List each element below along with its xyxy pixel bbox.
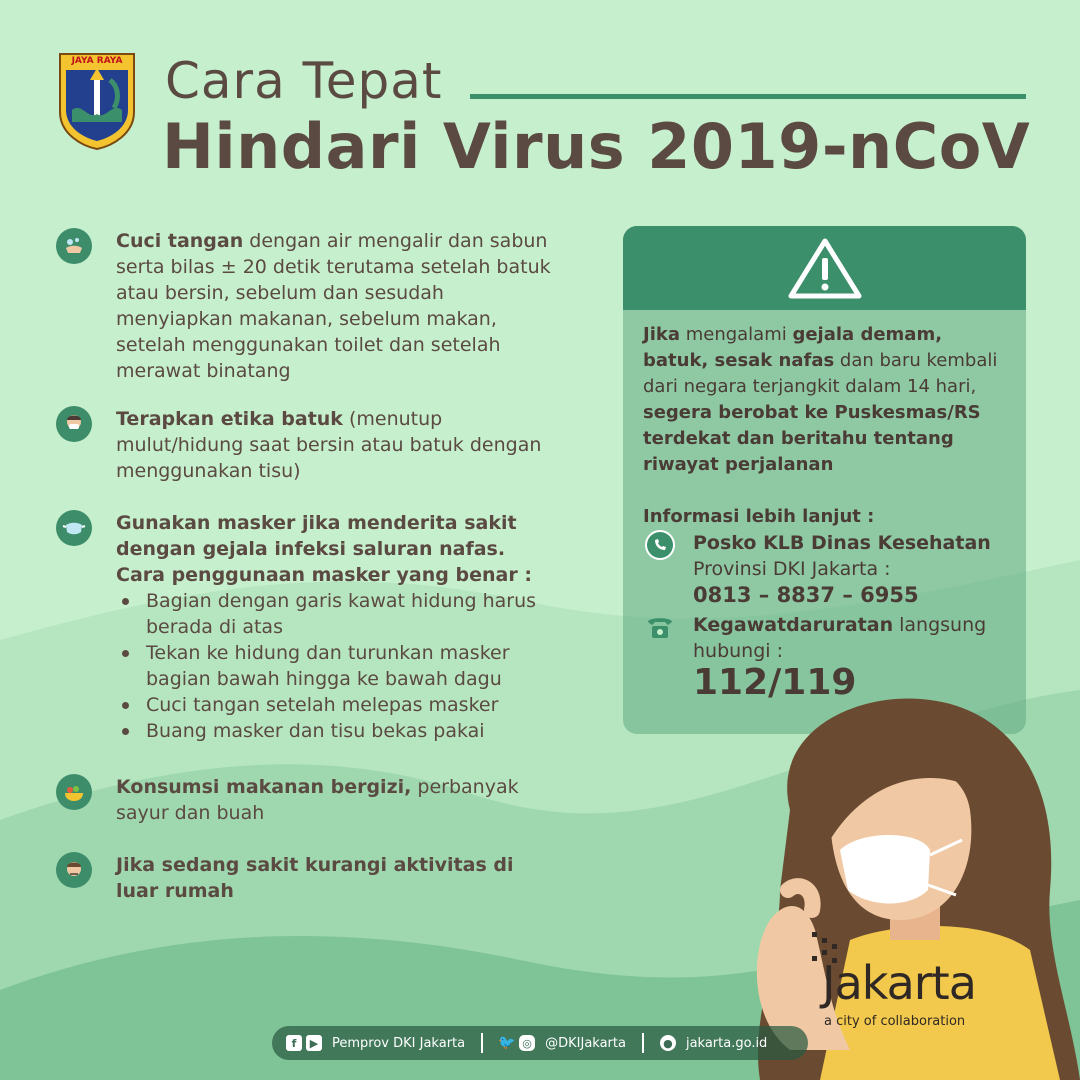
symptom-advice <box>643 322 1013 478</box>
advice-text: mengalami <box>679 324 793 345</box>
jakarta-brand-logo <box>808 928 1038 1038</box>
mask-usage-list <box>116 588 556 744</box>
tip-text <box>116 774 556 826</box>
info-card <box>623 226 1026 734</box>
footer-divider <box>481 1033 483 1053</box>
tip-stay-home <box>56 852 556 904</box>
list-item: Buang masker dan tisu bekas pakai <box>116 718 556 744</box>
advice-bold: Jika <box>643 324 680 345</box>
tip-cough-etiquette <box>56 406 556 484</box>
tip-bold: Jika sedang sakit kurangi aktivitas di luar rumah <box>116 854 514 902</box>
brand-wordmark: Jakarta <box>822 956 976 1010</box>
warning-icon <box>787 236 863 300</box>
title-rule <box>470 94 1026 99</box>
tip-detail: perbanyak sayur dan buah <box>116 776 519 824</box>
list-item: Tekan ke hidung dan turunkan masker bagian bawah hingga ke bawah dagu <box>116 640 556 692</box>
footer-twitter-instagram[interactable]: @DKIJakarta <box>545 1035 626 1051</box>
tip-bold: Cuci tangan <box>116 230 244 252</box>
tip-text <box>116 510 556 588</box>
whatsapp-icon <box>645 530 675 560</box>
social-footer <box>272 1026 808 1060</box>
info-label: Informasi lebih lanjut : <box>643 506 875 527</box>
facebook-icon[interactable]: f <box>286 1035 302 1051</box>
healthy-food-icon <box>56 774 92 810</box>
advice-text: dan baru kembali dari negara terjangkit dalam 14 hari, <box>643 350 998 397</box>
contact-emergency <box>693 612 986 638</box>
tip-handwash <box>56 228 556 384</box>
tip-bold-2: Cara penggunaan masker yang benar : <box>116 564 532 586</box>
contact-call: hubungi : <box>693 640 784 662</box>
youtube-icon[interactable]: ▶ <box>306 1035 322 1051</box>
advice-bold: gejala demam, batuk, sesak nafas <box>643 324 943 371</box>
contact-posko: Posko KLB Dinas Kesehatan <box>693 532 991 554</box>
brand-tagline: a city of collaboration <box>824 1014 966 1029</box>
tip-mask <box>56 510 556 744</box>
emergency-number[interactable]: 112/119 <box>693 662 857 703</box>
twitter-icon[interactable]: 🐦 <box>498 1035 516 1051</box>
tip-text <box>116 852 556 904</box>
cough-etiquette-icon <box>56 406 92 442</box>
title-line-1: Cara Tepat <box>165 52 443 110</box>
emergency-rest: langsung <box>893 614 987 636</box>
footer-facebook-youtube[interactable]: Pemprov DKI Jakarta <box>332 1035 466 1051</box>
tip-bold: Konsumsi makanan bergizi, <box>116 776 412 798</box>
tip-healthy-food <box>56 774 556 826</box>
card-header <box>623 226 1026 310</box>
footer-website[interactable]: jakarta.go.id <box>685 1035 768 1051</box>
emblem-text: JAYA RAYA <box>71 56 123 66</box>
tip-text <box>116 228 556 384</box>
instagram-icon[interactable]: ◎ <box>519 1035 535 1051</box>
telephone-icon <box>645 612 675 642</box>
tip-detail: dengan air mengalir dan sabun serta bilas ± 20 detik terutama setelah batuk atau bersin, sebelum dan sesudah menyiapkan makanan, sebelum makan, setelah menggunakan toilet dan setelah merawat binatang <box>116 230 551 382</box>
stay-home-icon <box>56 852 92 888</box>
tip-bold: Terapkan etika batuk <box>116 408 343 430</box>
contact-phone[interactable]: 0813 – 8837 – 6955 <box>693 583 919 607</box>
page-title: Hindari Virus 2019-nCoV <box>162 110 1031 183</box>
tip-detail: (menutup mulut/hidung saat bersin atau batuk dengan menggunakan tisu) <box>116 408 542 482</box>
contact-province: Provinsi DKI Jakarta : <box>693 558 891 580</box>
advice-bold: segera berobat ke Puskesmas/RS terdekat dan beritahu tentang riwayat perjalanan <box>643 402 981 475</box>
handwash-icon <box>56 228 92 264</box>
tip-text <box>116 406 556 484</box>
globe-icon[interactable]: ● <box>660 1035 676 1051</box>
mask-icon <box>56 510 92 546</box>
list-item: Cuci tangan setelah melepas masker <box>116 692 556 718</box>
list-item: Bagian dengan garis kawat hidung harus berada di atas <box>116 588 556 640</box>
jaya-raya-emblem <box>52 50 142 150</box>
tip-bold: Gunakan masker jika menderita sakit dengan gejala infeksi saluran nafas. <box>116 512 517 560</box>
emergency-bold: Kegawatdaruratan <box>693 614 894 636</box>
footer-divider <box>642 1033 644 1053</box>
